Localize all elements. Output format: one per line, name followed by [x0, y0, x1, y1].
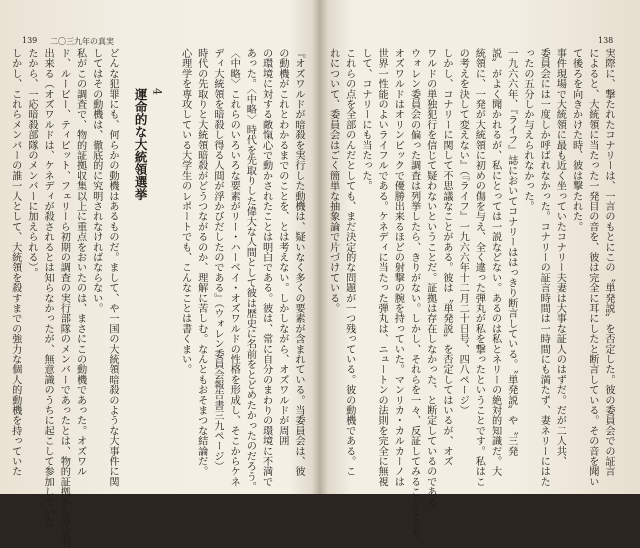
text-line: しかし、コナリーに関して不思議なことがある。彼は〝単発説〟を否定してはいるが、オズ	[440, 48, 452, 467]
text-line: しかし、これらメンバーの誰一人として、大統領を殺すまでの強力な個人的動機を持っていた	[9, 48, 21, 477]
text-line: ディ大統領を暗殺し得る人間が浮かびだしたのである』（ウォレン委員会報告書三九ページ）	[211, 48, 223, 472]
text-line: ったの五分しか与えられなかった。	[521, 48, 533, 212]
text-line: ウォレン委員会の偏った調査は列挙したら、きりがない。しかし、それらを一々、反証してみることよりも	[408, 48, 420, 538]
text-line: あった。〈中略〉時代を先取りした偉大な人間として彼は歴史に名前をとどめたかったのだろう。	[244, 48, 256, 492]
spacer	[164, 48, 176, 480]
text-line: 私がこの調査で、物的証拠収集以上に重点をおいたのは、まさにこの動機であった。オズワル	[74, 48, 86, 477]
text-line: れについて、委員会はごく簡単な抽象論で片づけている。	[327, 48, 339, 314]
text-line: して、コナリーにも当たった。	[359, 48, 371, 191]
text-line: してはその動機は、徹底的に究明されなければならない。	[90, 48, 102, 314]
text-line: 心理学を専攻している大学生のレポートでも、こんなことは書くまい。	[179, 48, 191, 375]
text-line: の環境に対する敵愾心で動かされたことは明白である。彼は、常に自分のまわりの環境に不満で	[260, 48, 272, 487]
text-line: て後ろを向きかけた時、彼は撃たれた。	[570, 48, 582, 232]
text-line: の動機がこれとわかるまでのことを、とは考えない。しかしながら、オズワルドが周囲	[276, 48, 288, 446]
chapter-number: 4	[150, 88, 164, 95]
text-line: これらの点を全部のんだとしても、まだ決定的な問題が一つ残っている。彼の動機である。こ	[343, 48, 355, 477]
text-line: 実際に、撃たれたコナリーは、一言のもとにこの〝単発説〟を否定した。彼の委員会での証言	[603, 48, 614, 477]
text-line: 一九六六年、『ライフ』誌においてコナリーははっきり断言している。〝単発説〟や〝三発	[505, 48, 517, 456]
text-line: 出来る（オズワルドは、ケネディが殺されるとは知らなかったが、無意識のうちに起こして参加していた	[42, 48, 54, 528]
text-line: 委員会には一度しか呼ばれなかった。コナリーの証言時間は一時間にも満たず、妻ネリーにはた	[538, 48, 550, 487]
text-line: どんな犯罪にも、何らかの動機はあるものだ。まして、や一国の大統領暗殺のような大事件に関	[106, 48, 118, 487]
left-page-number: 139	[22, 36, 38, 45]
text-line: によると、大統領に当たった一発目の音を、彼は完全に耳にしたと断言している。その音を聞い	[586, 48, 598, 487]
text-line: 〈中略〉これらのいろいろな要素がリー・ハーベイ・オズワルドの性格を形成し、そこからケネ	[228, 48, 240, 487]
spacer	[120, 48, 132, 480]
right-page-text	[327, 48, 616, 538]
text-line: 説〟がよく聞かれるが、私にとっては一説などない。あるのは私とネリーの絶対的知識だ。大	[489, 48, 501, 477]
text-line: 『オズワルドが暗殺を実行した動機は、疑いなく多くの要素が含まれている。当委員会は、彼	[293, 48, 304, 477]
text-line: たから、一応暗殺部隊のメンバーに加えられる）。	[25, 48, 37, 278]
text-line: 統領に、一発が大統領に初めの傷を与え、全く違った弾丸が私を撃ったということです。私はこ	[473, 48, 485, 487]
text-line: 世界一性能のよいライフルである。ケネディに当たった弾丸は、ニュートンの法則を完全に無視	[376, 48, 388, 487]
text-line: ワルドの単独犯行を信じて疑わないということだ。証拠は存在しなかった、と断定しているのである。	[424, 48, 436, 518]
left-running-title: 二〇三九年の真実	[50, 37, 114, 46]
text-line: 事件現場で大統領に最も近く坐っていたコナリー夫妻は大事な証人のはずだ。だが二人共、	[554, 48, 566, 467]
text-line: 時代の先取りと大統領暗殺がどうつながるのか、理解に苦しむ。なんともおそまつな結論だ。	[195, 48, 207, 477]
text-line: オズワルドはオリンピックで優勝出来るほどの射撃の腕を持っていた。マンリカ・カルカーノは	[392, 48, 404, 487]
text-line: の考えを決して変えない』（『ライフ』一九六六年十二月二十日号、四八ページ）	[457, 48, 469, 416]
text-line: ド、ルービー、ティピット、フェリーら初期の調査の実行部隊のメンバーであったとは、物的証拠から分証明	[58, 48, 70, 548]
chapter-title: 運命的な大統領選挙	[133, 88, 149, 201]
left-page-text	[9, 48, 306, 548]
right-page-number: 138	[598, 36, 614, 45]
